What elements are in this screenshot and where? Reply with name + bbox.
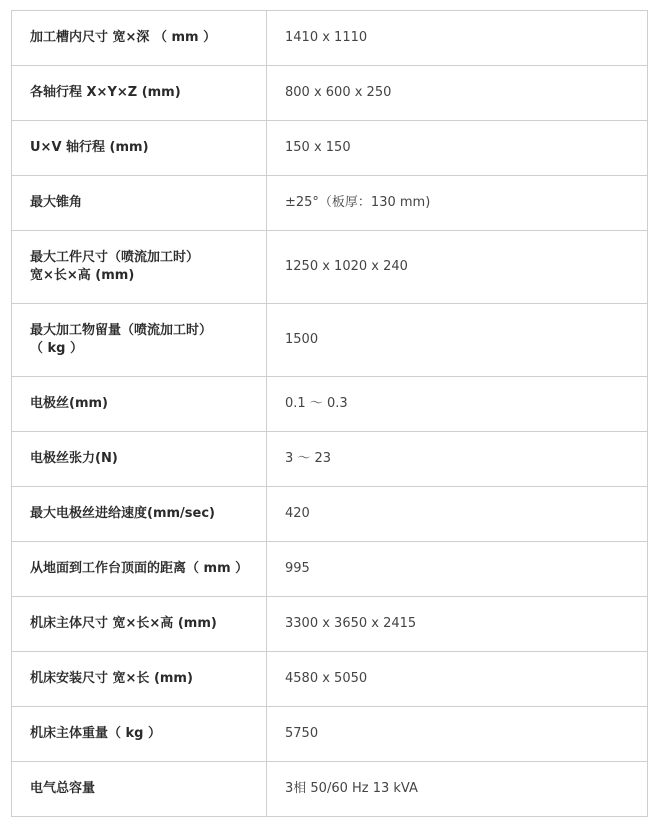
label-text: 电极丝(mm) <box>30 396 108 411</box>
row-label <box>12 432 267 487</box>
table-row <box>12 487 648 542</box>
label-text: 各轴行程 X×Y×Z (mm) <box>30 85 181 100</box>
row-value: 995 <box>267 542 648 597</box>
row-label <box>12 707 267 762</box>
table-row <box>12 652 648 707</box>
label-text: 机床主体尺寸 宽×长×高 (mm) <box>30 616 217 631</box>
row-label <box>12 762 267 817</box>
table-row <box>12 231 648 304</box>
row-label <box>12 11 267 66</box>
row-value: 3相 50/60 Hz 13 kVA <box>267 762 648 817</box>
row-label <box>12 652 267 707</box>
row-value: 3300 x 3650 x 2415 <box>267 597 648 652</box>
label-text: U×V 轴行程 (mm) <box>30 140 149 155</box>
row-value: 5750 <box>267 707 648 762</box>
row-value: ±25°（板厚：130 mm) <box>267 176 648 231</box>
label-text: 最大电极丝进给速度(mm/sec) <box>30 506 215 521</box>
label-text: 电气总容量 <box>30 781 96 796</box>
table-row <box>12 11 648 66</box>
label-text: 电极丝张力(N) <box>30 451 118 466</box>
row-value: 1250 x 1020 x 240 <box>267 231 648 304</box>
row-value: 0.1 ～ 0.3 <box>267 377 648 432</box>
row-value: 1500 <box>267 304 648 377</box>
row-label <box>12 377 267 432</box>
row-label <box>12 304 267 377</box>
row-label <box>12 542 267 597</box>
table-row <box>12 542 648 597</box>
row-value: 3 ～ 23 <box>267 432 648 487</box>
table-row <box>12 176 648 231</box>
table-row <box>12 121 648 176</box>
row-label <box>12 121 267 176</box>
row-label <box>12 231 267 304</box>
table-row <box>12 304 648 377</box>
table-row <box>12 66 648 121</box>
table-row <box>12 762 648 817</box>
row-value: 1410 x 1110 <box>267 11 648 66</box>
label-text: 最大锥角 <box>30 195 83 210</box>
row-label <box>12 176 267 231</box>
label-text: 最大工件尺寸（喷流加工时） <box>30 250 200 265</box>
row-label <box>12 597 267 652</box>
label-text: 加工槽内尺寸 宽×深 （ mm ） <box>30 30 217 45</box>
label-text: （ kg ） <box>30 341 84 356</box>
table-row <box>12 707 648 762</box>
spec-table <box>11 10 648 817</box>
label-text: 机床主体重量（ kg ） <box>30 726 162 741</box>
row-value: 150 x 150 <box>267 121 648 176</box>
label-text: 机床安装尺寸 宽×长 (mm) <box>30 671 193 686</box>
table-row <box>12 597 648 652</box>
row-value: 800 x 600 x 250 <box>267 66 648 121</box>
label-text: 从地面到工作台顶面的距离（ mm ） <box>30 561 249 576</box>
row-value: 4580 x 5050 <box>267 652 648 707</box>
label-text: 宽×长×高 (mm) <box>30 268 135 283</box>
table-row <box>12 432 648 487</box>
row-value: 420 <box>267 487 648 542</box>
row-label <box>12 487 267 542</box>
table-row <box>12 377 648 432</box>
label-text: 最大加工物留量（喷流加工时） <box>30 323 213 338</box>
row-label <box>12 66 267 121</box>
